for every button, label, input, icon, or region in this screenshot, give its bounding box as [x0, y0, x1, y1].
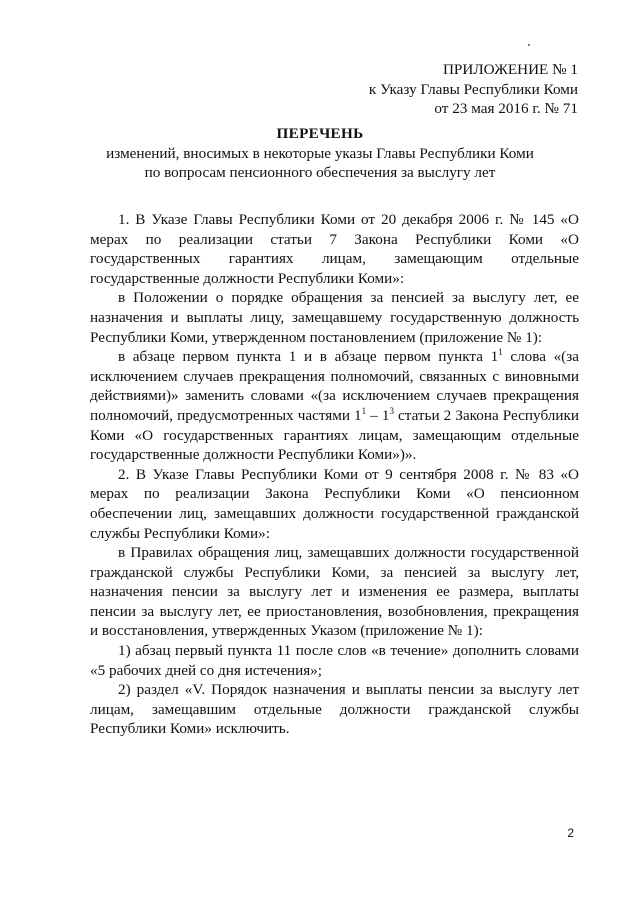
- title-block: [60, 124, 580, 183]
- paragraph-subitem-1: 1) абзац первый пункта 11 после слов «в течение» дополнить словами «5 рабочих дней со дня истечения»;: [90, 642, 579, 679]
- document-subtitle-line-1: изменений, вносимых в некоторые указы Главы Республики Коми: [106, 144, 534, 162]
- document-subtitle-line-2: по вопросам пенсионного обеспечения за выслугу лет: [144, 164, 496, 182]
- decree-reference: к Указу Главы Республики Коми: [368, 80, 578, 98]
- superscript-3: 3: [389, 405, 394, 416]
- superscript-1: 1: [498, 347, 503, 358]
- amendment-text-part-d: статьи 2 Закона Республики Коми «О государственных гарантиях лицам, замещающим отдельные государственные должности Республики Коми»)».: [90, 406, 580, 464]
- appendix-header: [369, 60, 578, 119]
- amendment-text-part-b: слова «(за исключением случаев прекращения полномочий, связанных с виновными действиями)» заменить словами «(за исключением случаев прекращения полномочий, предусмотренных частями 1: [90, 348, 579, 424]
- decree-date: от 23 мая 2016 г. № 71: [434, 100, 578, 118]
- paragraph-item-1: 1. В Указе Главы Республики Коми от 20 декабря 2006 г. № 145 «О мерах по реализации статьи 7 Закона Республики Коми «О государственных гарантиях лицам, замещающим отдельные государственные должности Республики Коми»:: [90, 211, 579, 287]
- scan-dot-mark: [528, 44, 530, 46]
- document-title: ПЕРЕЧЕНЬ: [276, 125, 364, 142]
- superscript-2: 1: [361, 405, 367, 416]
- appendix-label: ПРИЛОЖЕНИЕ № 1: [442, 61, 578, 78]
- paragraph-item-2: 2. В Указе Главы Республики Коми от 9 сентября 2008 г. № 83 «О мерах по реализации Закона Республики Коми «О пенсионном обеспечении лиц, замещавших должности государственной гражданской службы Республики Коми»:: [90, 465, 579, 542]
- amendment-text-part-a: в абзаце первом пункта 1 и в абзаце первом пункта 1: [118, 348, 499, 366]
- paragraph-regulation-1: в Положении о порядке обращения за пенсией за выслугу лет, ее назначения и выплаты лицу, замещавшему государственную должность Республики Коми, утвержденном постановлением (приложение № 1):: [90, 289, 579, 346]
- paragraph-amendment-1: [90, 347, 579, 465]
- page-number: 2: [567, 826, 574, 840]
- paragraph-subitem-2: 2) раздел «V. Порядок назначения и выплаты пенсии за выслугу лет лицам, замещавшим отдельные должности гражданской службы Республики Коми» исключить.: [90, 681, 579, 738]
- amendment-text-part-c: – 1: [366, 406, 390, 424]
- document-body: [90, 210, 579, 739]
- paragraph-rules-2: в Правилах обращения лиц, замещавших должности государственной гражданской службы Республики Коми, за пенсией за выслугу лет, назначения пенсии за выслугу лет и изменения ее размера, выплаты пенсии за выслугу лет, ее приостановления, возобновления, прекращения и восстановления, утвержденных Указом (приложение № 1):: [90, 544, 579, 640]
